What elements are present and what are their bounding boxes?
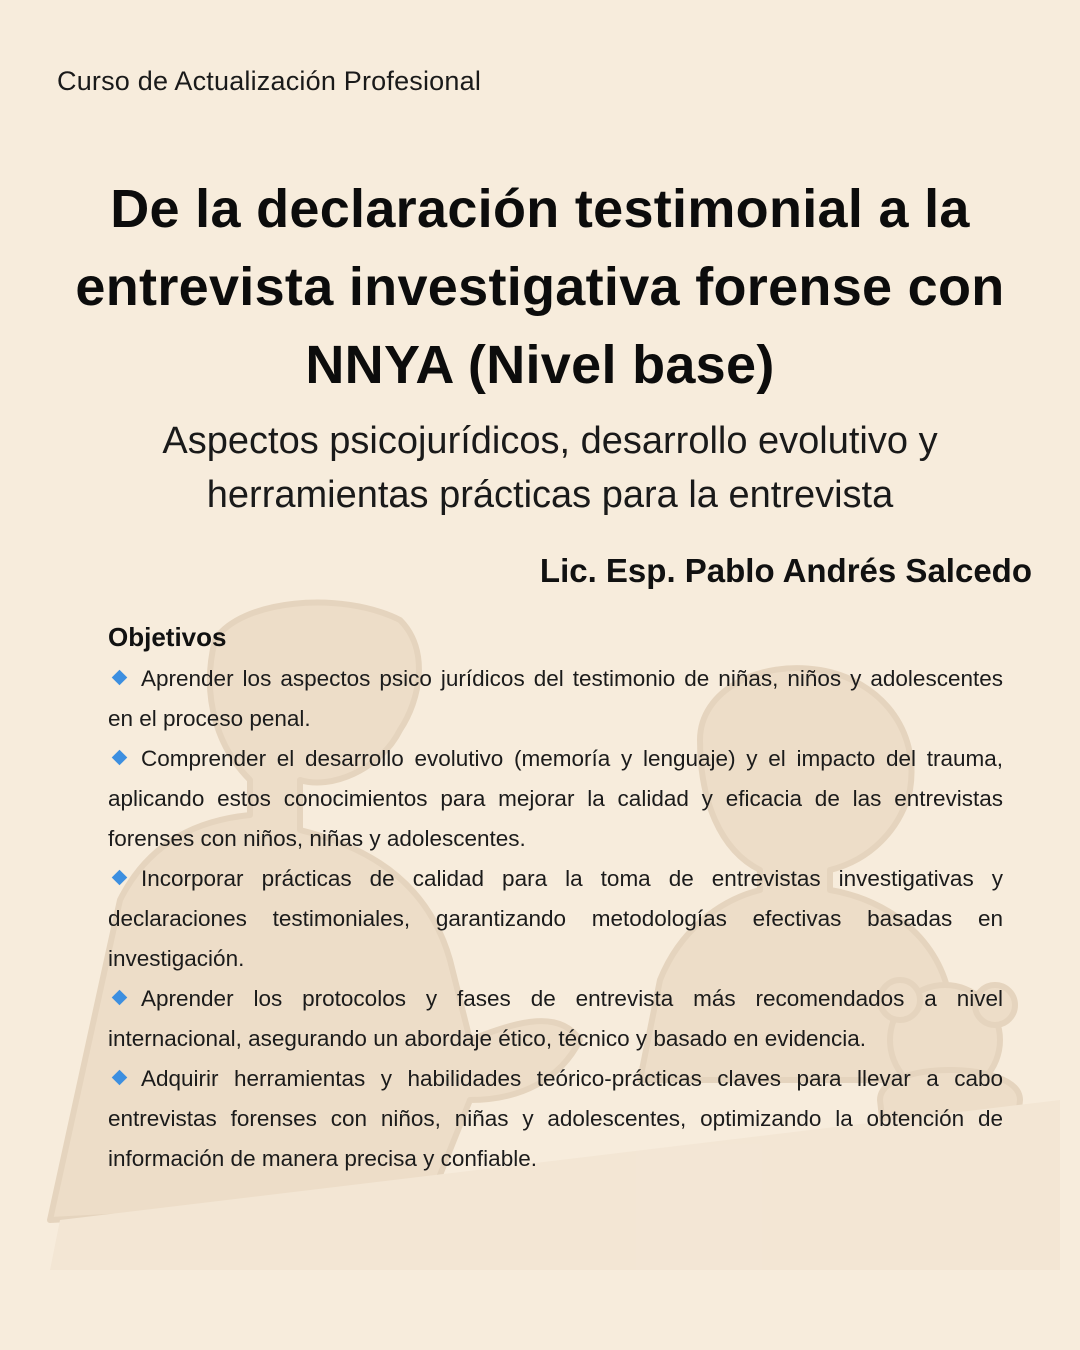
objective-item (108, 739, 1003, 859)
objectives-list (108, 659, 1003, 1179)
course-title (40, 170, 1040, 404)
objective-item (108, 979, 1003, 1059)
course-type-label: Curso de Actualización Profesional (57, 66, 482, 96)
diamond-bullet-icon (112, 750, 128, 766)
objective-text: Aprender los aspectos psico jurídicos del testimonio de niñas, niños y adolescentes en el proceso penal. (108, 666, 1003, 731)
course-title-line: entrevista investigativa forense con (75, 257, 1005, 317)
objective-text: Adquirir herramientas y habilidades teórico-prácticas claves para llevar a cabo entrevistas forenses con niños, niñas y adolescentes, optimizando la obtención de información de manera precisa y confiable. (108, 1066, 1003, 1171)
objective-item (108, 859, 1003, 979)
course-title-line: De la declaración testimonial a la (110, 179, 970, 239)
course-subtitle (60, 414, 1040, 522)
objective-text: Comprender el desarrollo evolutivo (memoría y lenguaje) y el impacto del trauma, aplicando estos conocimientos para mejorar la calidad y eficacia de las entrevistas forenses con niños, niñas y adolescentes. (108, 746, 1003, 851)
diamond-bullet-icon (112, 670, 128, 686)
diamond-bullet-icon (112, 1070, 128, 1086)
objective-text: Aprender los protocolos y fases de entrevista más recomendados a nivel internacional, asegurando un abordaje ético, técnico y basado en evidencia. (108, 986, 1003, 1051)
course-title-line: NNYA (Nivel base) (305, 335, 775, 395)
course-subtitle-line: herramientas prácticas para la entrevista (206, 474, 894, 516)
diamond-bullet-icon (112, 990, 128, 1006)
instructor-name: Lic. Esp. Pablo Andrés Salcedo (539, 552, 1032, 589)
objective-text: Incorporar prácticas de calidad para la toma de entrevistas investigativas y declaraciones testimoniales, garantizando metodologías efectivas basadas en investigación. (108, 866, 1003, 971)
objectives-section (108, 622, 1003, 1179)
diamond-bullet-icon (112, 870, 128, 886)
objective-item (108, 659, 1003, 739)
objectives-heading: Objetivos (108, 622, 227, 652)
course-subtitle-line: Aspectos psicojurídicos, desarrollo evolutivo y (162, 420, 938, 462)
objective-item (108, 1059, 1003, 1179)
